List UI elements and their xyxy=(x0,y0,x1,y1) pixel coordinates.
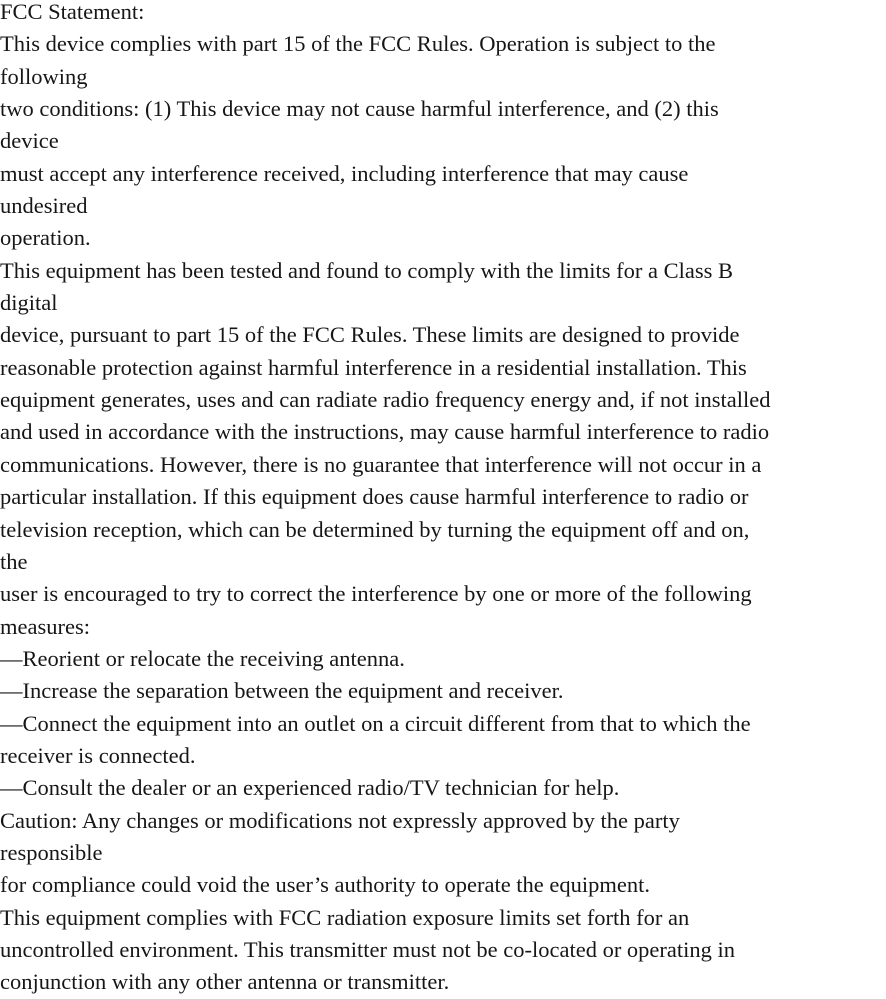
text-line: user is encouraged to try to correct the interference by one or more of the following xyxy=(0,581,752,607)
text-line: two conditions: (1) This device may not cause harmful interference, and (2) this xyxy=(0,96,719,122)
text-line: This device complies with part 15 of the FCC Rules. Operation is subject to the xyxy=(0,31,716,57)
text-line: communications. However, there is no guarantee that interference will not occur in a xyxy=(0,451,762,477)
text-line: reasonable protection against harmful interference in a residential installation. This xyxy=(0,354,747,380)
list-item-measure: —Reorient or relocate the receiving antenna. xyxy=(0,645,405,671)
text-line: the xyxy=(0,548,28,574)
text-line: device xyxy=(0,128,59,154)
text-line: following xyxy=(0,63,88,89)
list-item-measure: —Connect the equipment into an outlet on a circuit different from that to which the xyxy=(0,710,751,736)
text-line: This equipment has been tested and found to comply with the limits for a Class B xyxy=(0,257,734,283)
text-line: equipment generates, uses and can radiate radio frequency energy and, if not installed xyxy=(0,387,771,413)
text-line: digital xyxy=(0,290,58,316)
text-line: for compliance could void the user’s authority to operate the equipment. xyxy=(0,872,651,898)
text-line: undesired xyxy=(0,193,88,219)
text-line: This equipment complies with FCC radiation exposure limits set forth for an xyxy=(0,904,690,930)
caution-line: Caution: Any changes or modifications not expressly approved by the party xyxy=(0,807,680,833)
text-line: uncontrolled environment. This transmitter must not be co-located or operating in xyxy=(0,936,736,962)
list-item-measure: —Increase the separation between the equipment and receiver. xyxy=(0,678,564,704)
text-line: receiver is connected. xyxy=(0,742,196,768)
text-line: device, pursuant to part 15 of the FCC Rules. These limits are designed to provide xyxy=(0,322,740,348)
text-line: and used in accordance with the instructions, may cause harmful interference to radio xyxy=(0,419,770,445)
text-line: must accept any interference received, including interference that may cause xyxy=(0,160,689,186)
text-line: operation. xyxy=(0,225,91,251)
text-line: conjunction with any other antenna or transmitter. xyxy=(0,969,450,995)
text-line: television reception, which can be determined by turning the equipment off and on, xyxy=(0,516,750,542)
heading-fcc-statement: FCC Statement: xyxy=(0,0,145,24)
text-line: responsible xyxy=(0,839,103,865)
text-line: particular installation. If this equipment does cause harmful interference to radio or xyxy=(0,484,749,510)
text-line: measures: xyxy=(0,613,90,639)
list-item-measure: —Consult the dealer or an experienced radio/TV technician for help. xyxy=(0,775,620,801)
